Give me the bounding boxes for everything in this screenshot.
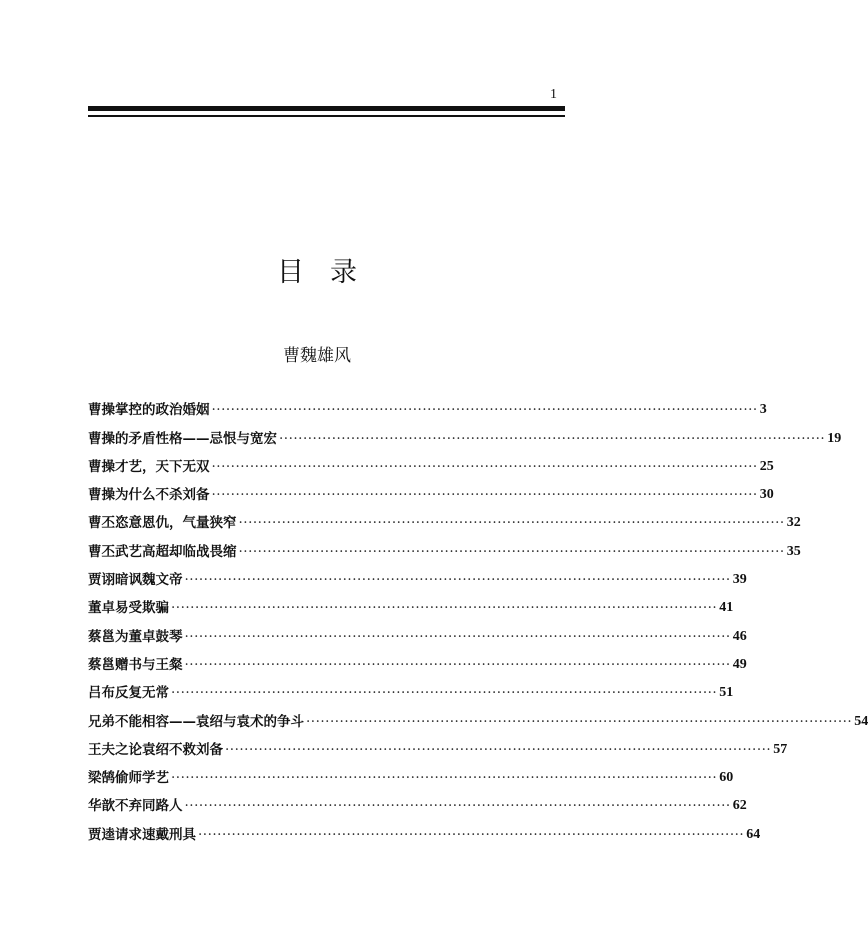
toc-leader: ·················································································································· [184,798,731,815]
toc-leader: ·················································································································· [225,741,772,758]
toc-entry-page: 32 [786,515,801,531]
toc-entry-page: 62 [732,798,747,814]
toc-entry-title: 曹操为什么不杀刘备 [88,487,210,504]
toc-entry-page: 39 [732,572,747,588]
toc-entry-title: 蔡邕为董卓鼓琴 [88,628,183,645]
toc-entry[interactable] [88,786,747,815]
toc-leader: ·················································································································· [238,543,785,560]
toc-leader: ·················································································································· [184,656,731,673]
toc-leader: ·················································································································· [171,600,718,617]
toc-entry-page: 54 [854,713,868,729]
toc-entry-page: 30 [759,487,774,503]
toc-entry[interactable] [88,418,842,447]
toc-title: 目录 [277,257,383,289]
header-rule-thick [88,106,565,111]
toc-entry[interactable] [88,560,747,589]
toc-entry[interactable] [88,814,761,843]
toc-entry[interactable] [88,616,747,645]
toc-leader: ·················································································································· [184,628,731,645]
toc-entry-title: 曹操掌控的政治婚姻 [88,402,210,419]
toc-entry-title: 曹操的矛盾性格——忌恨与宽宏 [88,430,277,447]
toc-entry-page: 51 [719,685,734,701]
toc-entry[interactable] [88,758,734,787]
toc-entry[interactable] [88,531,801,560]
toc-entry-title: 贾诩暗讽魏文帝 [88,572,183,589]
toc-entry-title: 王夫之论袁绍不救刘备 [88,741,223,758]
toc-entry[interactable] [88,475,774,504]
toc-list [88,390,868,843]
toc-leader: ·················································································································· [184,572,731,589]
toc-leader: ·················································································································· [306,713,853,730]
toc-entry-page: 25 [759,458,774,474]
toc-entry[interactable] [88,588,734,617]
toc-entry-title: 华歆不弃同路人 [88,798,183,815]
toc-entry-title: 蔡邕赠书与王粲 [88,656,183,673]
toc-entry-title: 董卓易受欺骗 [88,600,169,617]
toc-entry-title: 曹操才艺，天下无双 [88,458,210,475]
toc-entry-title: 吕布反复无常 [88,685,169,702]
toc-entry[interactable] [88,390,767,419]
toc-entry-page: 64 [746,826,761,842]
section-title: 曹魏雄风 [283,346,351,366]
toc-entry-page: 19 [827,430,842,446]
toc-leader: ·················································································································· [211,487,758,504]
toc-leader: ·················································································································· [211,402,758,419]
toc-entry[interactable] [88,503,801,532]
toc-entry-page: 60 [719,770,734,786]
toc-entry-page: 41 [719,600,734,616]
toc-entry[interactable] [88,645,747,673]
toc-entry-title: 曹丕武艺高超却临战畏缩 [88,543,237,560]
toc-entry[interactable] [88,730,788,758]
toc-entry-title: 曹丕恣意恩仇，气量狭窄 [88,515,237,532]
page-number: 1 [550,87,557,102]
toc-entry-page: 3 [759,402,767,418]
toc-entry-title: 梁鹄偷师学艺 [88,770,169,787]
toc-entry-page: 35 [786,543,801,559]
toc-leader: ·················································································································· [198,826,745,843]
toc-entry[interactable] [88,701,868,730]
toc-entry[interactable] [88,447,774,475]
toc-leader: ·················································································································· [171,685,718,702]
toc-entry-page: 49 [732,656,747,672]
toc-entry-title: 兄弟不能相容——袁绍与袁术的争斗 [88,713,304,730]
header-rule-thin [88,115,565,117]
toc-leader: ·················································································································· [279,430,826,447]
toc-entry[interactable] [88,673,734,702]
toc-entry-page: 46 [732,628,747,644]
toc-leader: ·················································································································· [238,515,785,532]
toc-entry-title: 贾逵请求速戴刑具 [88,826,196,843]
toc-leader: ·················································································································· [171,770,718,787]
toc-leader: ·················································································································· [211,458,758,475]
toc-entry-page: 57 [773,741,788,757]
